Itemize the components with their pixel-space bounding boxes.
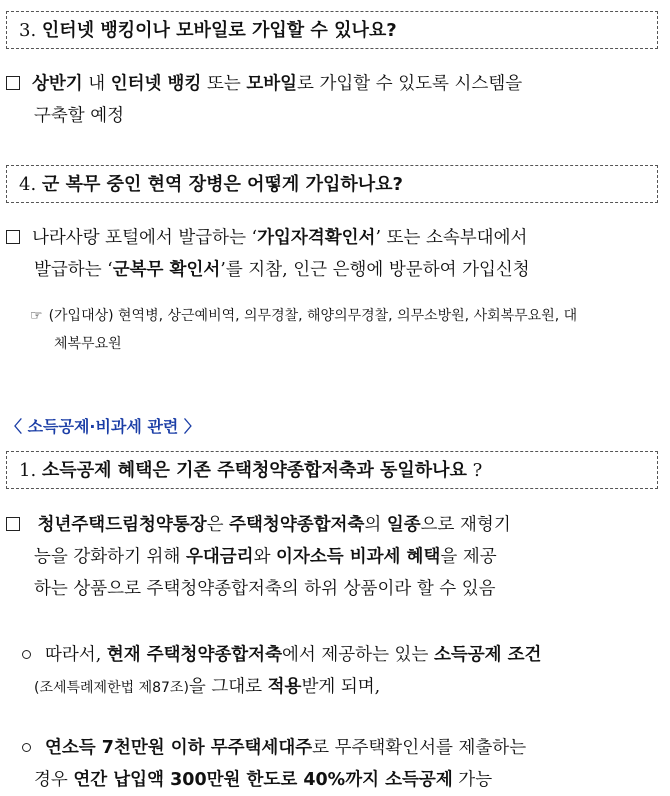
text: 따라서,: [45, 645, 107, 665]
question-box-4: [6, 165, 658, 203]
square-bullet-icon: [6, 517, 20, 531]
text-bold: 군복무 확인서: [112, 260, 221, 280]
question-text: 인터넷 뱅킹이나 모바일로 가입할 수 있나요?: [41, 20, 397, 41]
text: 경우: [34, 770, 74, 790]
text: 을 제공: [440, 547, 497, 567]
circle-bullet-icon: [22, 650, 31, 659]
text-bold: 연간 납입액 300만원 한도로 40%까지 소득공제: [73, 770, 453, 790]
question-number: 1.: [19, 460, 37, 481]
bullet-point-1: [6, 639, 658, 703]
text-bold: 청년주택드림청약통장: [37, 515, 207, 535]
text-bold: 우대금리: [185, 547, 254, 567]
text-bold: 모바일: [246, 74, 298, 94]
text: 나라사랑 포털에서 발급하는 ‘: [32, 228, 258, 248]
text-bold: 가입자격확인서: [257, 228, 376, 248]
section-heading: 〈 소득공제·비과세 관련 〉: [6, 417, 200, 436]
text: 또는: [201, 74, 247, 94]
answer-1: [6, 509, 658, 605]
text: 로 가입할 수 있도록 시스템을: [297, 74, 523, 94]
text: 으로 재형기: [420, 515, 511, 535]
text-small: (조세특례제한법 제87조): [34, 680, 189, 696]
text: 와: [253, 547, 277, 567]
note-text: 체복무요원: [54, 336, 122, 352]
pointing-hand-icon: ☞: [30, 308, 43, 324]
question-mark: ?: [466, 460, 483, 481]
text: 에서 제공하는 있는: [282, 645, 434, 665]
text: 로 무주택확인서를 제출하는: [312, 738, 527, 758]
text: 내: [82, 74, 111, 94]
question-box-1: [6, 451, 658, 489]
text: 은: [206, 515, 230, 535]
bullet-point-2: [6, 732, 658, 796]
text: 의: [364, 515, 387, 535]
text-bold: 이자소득 비과세 혜택: [276, 547, 441, 567]
text-bold: 연소득 7천만원 이하 무주택세대주: [45, 738, 313, 758]
text: ’ 또는 소속부대에서: [375, 228, 528, 248]
text-bold: 주택청약종합저축: [229, 515, 365, 535]
text: 가능: [452, 770, 493, 790]
text: 능을 강화하기 위해: [34, 547, 186, 567]
text-bold: 소득공제 조건: [433, 645, 542, 665]
text-bold: 적용: [267, 677, 302, 697]
text: ’를 지참, 인근 은행에 방문하여 가입신청: [220, 260, 530, 280]
note-target-list: [30, 302, 660, 358]
text: 을 그대로: [188, 677, 268, 697]
text-bold: 일종: [386, 515, 421, 535]
text-bold: 상반기: [32, 74, 83, 94]
question-number: 3.: [19, 20, 37, 41]
answer-4: [6, 222, 658, 286]
text: 하는 상품으로 주택청약종합저축의 하위 상품이라 할 수 있음: [34, 579, 496, 599]
answer-3: [6, 68, 658, 132]
question-text: 군 복무 중인 현역 장병은 어떻게 가입하나요?: [41, 174, 403, 195]
text-bold: 현재 주택청약종합저축: [106, 645, 282, 665]
circle-bullet-icon: [22, 743, 31, 752]
square-bullet-icon: [6, 76, 20, 90]
text-bold: 인터넷 뱅킹: [110, 74, 202, 94]
question-text: 소득공제 혜택은 기존 주택청약종합저축과 동일하나요: [41, 460, 467, 481]
text: 받게 되며,: [301, 677, 381, 697]
note-text: (가입대상) 현역병, 상근예비역, 의무경찰, 해양의무경찰, 의무소방원, 사회복무요원, 대: [48, 308, 578, 324]
question-box-3: [6, 11, 658, 49]
square-bullet-icon: [6, 230, 20, 244]
text: 발급하는 ‘: [34, 260, 113, 280]
text: 구축할 예정: [34, 106, 125, 126]
question-number: 4.: [19, 174, 37, 195]
